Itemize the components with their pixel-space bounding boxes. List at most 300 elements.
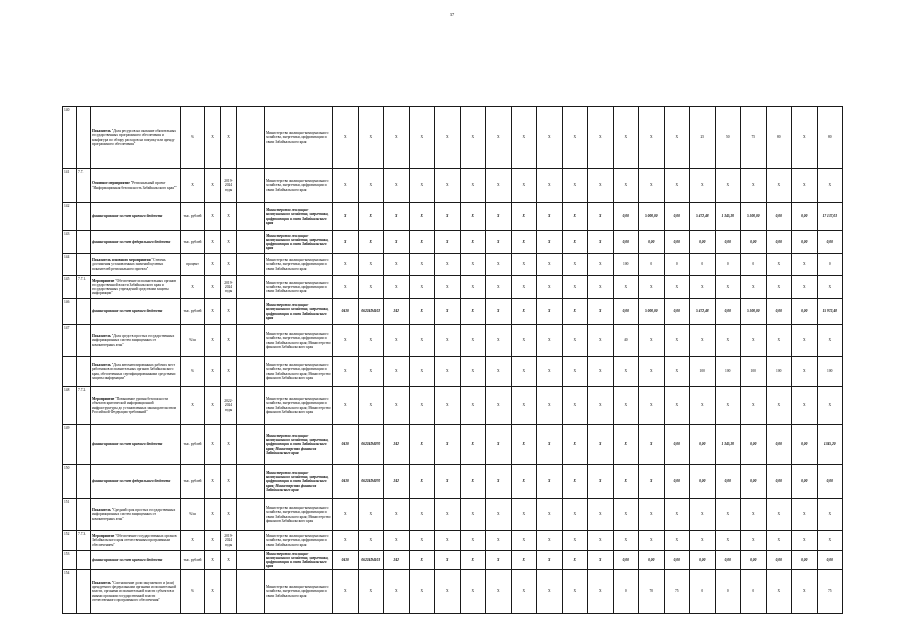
row-value-cell: X	[460, 465, 486, 499]
row-value-cell: X	[639, 425, 665, 465]
row-reference	[77, 254, 91, 276]
row-value-cell: 0,00	[690, 465, 716, 499]
row-value-cell: X	[792, 357, 818, 387]
row-value-cell: X	[537, 203, 563, 231]
row-col-b: X	[221, 325, 237, 357]
row-value-cell: X	[435, 531, 461, 551]
row-value-cell: 0,00	[639, 551, 665, 570]
row-number: 143	[63, 231, 77, 254]
row-title	[91, 387, 181, 425]
row-reference	[77, 231, 91, 254]
row-value-cell: 5 472,48	[690, 299, 716, 325]
row-value-cell: X	[639, 325, 665, 357]
row-value-cell: X	[409, 551, 435, 570]
row-value-cell: 0,00	[715, 299, 741, 325]
row-value-cell: X	[664, 499, 690, 531]
row-value-cell: X	[792, 531, 818, 551]
row-value-cell: X	[486, 551, 512, 570]
row-value-cell: X	[409, 465, 435, 499]
row-value-cell: 0,00	[766, 425, 792, 465]
row-reference	[77, 299, 91, 325]
row-value-cell: 06224D4102	[358, 299, 384, 325]
row-unit: тыс. рублей	[181, 203, 205, 231]
row-value-cell: X	[435, 325, 461, 357]
row-value-cell: X	[511, 325, 537, 357]
row-number: 147	[63, 325, 77, 357]
table-row	[63, 107, 843, 169]
title-segment: "Доля ресурсов на оказание обязательных государственных программного обеспечения и конфигура по обзору расходов на покупку или аренду программного обеспечения"	[92, 129, 177, 146]
row-value-cell: X	[511, 107, 537, 169]
row-value-cell: X	[460, 107, 486, 169]
row-value-cell: 0410	[333, 551, 359, 570]
row-years	[237, 231, 265, 254]
row-col-b: 2019-2024 годы	[221, 169, 237, 203]
row-value-cell: X	[333, 203, 359, 231]
row-value-cell: X	[384, 254, 410, 276]
row-value-cell: X	[460, 299, 486, 325]
row-value-cell: X	[384, 570, 410, 614]
row-title	[91, 499, 181, 531]
row-value-cell: X	[486, 499, 512, 531]
row-value-cell: X	[741, 325, 767, 357]
row-organization: Министерство жилищно-коммунального хозяйства, энергетики, цифровизации и связи Забайкальского края; Министерство финансов Забайкальского края	[265, 425, 333, 465]
row-value-cell: X	[664, 169, 690, 203]
row-number: 150	[63, 465, 77, 499]
row-value-cell: 0,00	[741, 231, 767, 254]
title-segment: Показатель	[92, 581, 111, 586]
row-value-cell: X	[435, 551, 461, 570]
row-value-cell: X	[588, 203, 614, 231]
row-col-b: X	[221, 425, 237, 465]
row-value-cell: X	[511, 387, 537, 425]
row-value-cell: 100	[690, 357, 716, 387]
row-value-cell: X	[664, 325, 690, 357]
row-value-cell: X	[562, 203, 588, 231]
row-value-cell: X	[690, 276, 716, 299]
row-value-cell: X	[511, 203, 537, 231]
row-number: 145	[63, 276, 77, 299]
row-value-cell: X	[435, 387, 461, 425]
row-value-cell: X	[435, 203, 461, 231]
title-segment: "Степень достижения установленных значений целевых показателей регионального проекта"	[92, 258, 166, 271]
row-value-cell: 06224D4070	[358, 425, 384, 465]
row-value-cell: X	[409, 425, 435, 465]
row-value-cell: X	[333, 357, 359, 387]
table-row	[63, 531, 843, 551]
row-unit: тыс. рублей	[181, 551, 205, 570]
row-title	[91, 107, 181, 169]
row-value-cell: X	[613, 169, 639, 203]
row-value-cell: 25	[690, 107, 716, 169]
title-segment: Мероприятие	[92, 278, 115, 283]
row-value-cell: 0,00	[715, 231, 741, 254]
row-value-cell: 0,00	[664, 299, 690, 325]
row-value-cell: X	[537, 276, 563, 299]
row-value-cell: X	[384, 231, 410, 254]
row-value-cell: X	[639, 357, 665, 387]
row-value-cell: X	[511, 465, 537, 499]
row-value-cell: X	[715, 531, 741, 551]
row-value-cell: X	[435, 276, 461, 299]
row-value-cell: 0,00	[613, 203, 639, 231]
page-number: 37	[449, 12, 455, 17]
row-value-cell: X	[435, 425, 461, 465]
row-unit: %	[181, 107, 205, 169]
row-reference	[77, 357, 91, 387]
row-value-cell: 5 000,00	[639, 299, 665, 325]
row-value-cell: X	[613, 425, 639, 465]
row-value-cell: X	[664, 531, 690, 551]
row-value-cell: X	[639, 107, 665, 169]
row-organization: Министерство жилищно-коммунального хозяйства, энергетики, цифровизации и связи Забайкальского края	[265, 570, 333, 614]
row-years	[237, 387, 265, 425]
row-value-cell: 75	[741, 107, 767, 169]
row-value-cell: X	[817, 169, 843, 203]
row-organization: Министерство жилищно-коммунального хозяйства, энергетики, цифровизации и связи Забайкальского края; Министерство финансов Забайкальского края	[265, 387, 333, 425]
row-value-cell: X	[384, 387, 410, 425]
row-value-cell: 0,00	[715, 551, 741, 570]
row-col-a: X	[205, 325, 221, 357]
row-title	[91, 203, 181, 231]
row-col-b: 2019-2024 годы	[221, 276, 237, 299]
row-value-cell: X	[766, 169, 792, 203]
title-segment: "Средний срок простых государственных информационных систем защищенных от компьютерных атак"	[92, 508, 176, 521]
row-value-cell: 0,00	[817, 551, 843, 570]
row-value-cell: 100	[817, 357, 843, 387]
row-title	[91, 254, 181, 276]
row-value-cell: X	[613, 499, 639, 531]
row-value-cell: 0	[715, 254, 741, 276]
table-row	[63, 387, 843, 425]
row-value-cell: X	[435, 465, 461, 499]
row-value-cell: X	[384, 107, 410, 169]
row-title	[91, 231, 181, 254]
row-reference	[77, 325, 91, 357]
row-value-cell: X	[562, 570, 588, 614]
row-value-cell: X	[562, 499, 588, 531]
row-unit: %/ш	[181, 499, 205, 531]
row-reference	[77, 465, 91, 499]
row-value-cell: 0,00	[715, 465, 741, 499]
row-value-cell: 1345,20	[817, 425, 843, 465]
row-value-cell: 0,00	[741, 425, 767, 465]
row-value-cell: X	[486, 387, 512, 425]
row-value-cell: 15 972,48	[817, 299, 843, 325]
row-years	[237, 499, 265, 531]
row-value-cell: X	[588, 325, 614, 357]
row-value-cell: X	[435, 299, 461, 325]
row-value-cell: X	[333, 231, 359, 254]
row-organization: Министерство жилищно-коммунального хозяйства, энергетики, цифровизации и связи Забайкальского края	[265, 254, 333, 276]
row-value-cell: 17 137,03	[817, 203, 843, 231]
row-col-a: X	[205, 465, 221, 499]
row-value-cell: X	[588, 531, 614, 551]
row-value-cell: 0,00	[766, 203, 792, 231]
row-number: 151	[63, 499, 77, 531]
title-segment: "Региональный проект "Информационная безопасность Забайкальского края""	[92, 181, 177, 190]
row-col-b: X	[221, 231, 237, 254]
row-value-cell: X	[460, 499, 486, 531]
row-title	[91, 465, 181, 499]
row-value-cell: X	[409, 203, 435, 231]
row-years	[237, 299, 265, 325]
row-value-cell: 0,00	[817, 465, 843, 499]
row-value-cell: X	[588, 425, 614, 465]
row-value-cell: X	[486, 254, 512, 276]
title-segment: Мероприятие	[92, 534, 115, 539]
row-value-cell: X	[358, 325, 384, 357]
row-value-cell: X	[562, 357, 588, 387]
row-value-cell: 5 500,00	[741, 203, 767, 231]
row-number: 140	[63, 107, 77, 169]
row-value-cell: X	[715, 325, 741, 357]
row-value-cell: X	[460, 325, 486, 357]
row-value-cell: 0,00	[664, 231, 690, 254]
row-value-cell: X	[817, 387, 843, 425]
row-value-cell: X	[741, 387, 767, 425]
row-col-a: X	[205, 231, 221, 254]
row-col-b	[221, 570, 237, 614]
row-value-cell: X	[486, 169, 512, 203]
row-value-cell: X	[511, 231, 537, 254]
row-value-cell: X	[511, 276, 537, 299]
row-value-cell: X	[486, 276, 512, 299]
row-value-cell: X	[766, 325, 792, 357]
row-value-cell: X	[562, 231, 588, 254]
row-title	[91, 325, 181, 357]
row-value-cell: X	[460, 551, 486, 570]
row-value-cell: X	[588, 231, 614, 254]
row-value-cell: 100	[715, 357, 741, 387]
row-reference: 7.7.	[77, 169, 91, 203]
row-unit: тыс. рублей	[181, 299, 205, 325]
row-value-cell: X	[358, 499, 384, 531]
row-value-cell: X	[613, 276, 639, 299]
row-value-cell: X	[537, 551, 563, 570]
row-value-cell: 242	[384, 465, 410, 499]
row-number: 142	[63, 203, 77, 231]
row-reference: 7.7.1.	[77, 276, 91, 299]
row-unit: %	[181, 570, 205, 614]
row-value-cell: X	[588, 254, 614, 276]
row-value-cell: X	[537, 499, 563, 531]
row-title	[91, 357, 181, 387]
row-value-cell: 1 345,20	[715, 425, 741, 465]
row-years	[237, 531, 265, 551]
row-value-cell: X	[537, 387, 563, 425]
row-value-cell: 80	[766, 107, 792, 169]
row-col-a: X	[205, 299, 221, 325]
row-years	[237, 570, 265, 614]
row-value-cell: X	[460, 203, 486, 231]
row-value-cell: X	[715, 276, 741, 299]
row-value-cell: X	[486, 425, 512, 465]
row-value-cell: X	[588, 357, 614, 387]
row-value-cell: 0,00	[664, 551, 690, 570]
row-value-cell: X	[792, 325, 818, 357]
row-value-cell: X	[715, 499, 741, 531]
row-title	[91, 531, 181, 551]
row-value-cell: 75	[817, 570, 843, 614]
row-value-cell: X	[792, 570, 818, 614]
row-value-cell: X	[435, 254, 461, 276]
row-col-a: X	[205, 276, 221, 299]
row-value-cell: X	[333, 276, 359, 299]
row-number	[63, 357, 77, 387]
row-value-cell: X	[817, 325, 843, 357]
row-value-cell: X	[486, 107, 512, 169]
row-value-cell: X	[486, 465, 512, 499]
row-value-cell: X	[511, 254, 537, 276]
row-value-cell: 0,00	[664, 203, 690, 231]
row-value-cell: X	[741, 531, 767, 551]
row-value-cell: 0,00	[766, 299, 792, 325]
row-value-cell: X	[409, 254, 435, 276]
row-value-cell: X	[562, 551, 588, 570]
row-value-cell: X	[766, 276, 792, 299]
row-value-cell: X	[358, 169, 384, 203]
title-segment: "Обеспечение государственных органов Забайкальского края отечественным программным обеспечением"	[92, 534, 177, 547]
row-value-cell: X	[639, 531, 665, 551]
row-unit: %	[181, 357, 205, 387]
row-value-cell: X	[690, 325, 716, 357]
row-value-cell: 0,00	[613, 299, 639, 325]
row-value-cell: X	[511, 299, 537, 325]
row-value-cell: X	[588, 465, 614, 499]
title-segment: "Доля автоматизированных рабочих мест работников исполнительных органов Забайкальского края, обеспеченных сертифицированными средствами защиты информации"	[92, 363, 176, 380]
row-value-cell: X	[384, 169, 410, 203]
row-value-cell: X	[613, 387, 639, 425]
row-value-cell: 0,00	[817, 231, 843, 254]
row-organization: Министерство жилищно-коммунального хозяйства, энергетики, цифровизации и связи Забайкальского края; Министерство финансов Забайкальского края	[265, 499, 333, 531]
row-years	[237, 551, 265, 570]
row-value-cell: X	[562, 325, 588, 357]
row-value-cell: X	[358, 387, 384, 425]
row-value-cell: X	[588, 169, 614, 203]
row-unit: тыс. рублей	[181, 231, 205, 254]
row-value-cell: X	[537, 531, 563, 551]
row-years	[237, 107, 265, 169]
row-value-cell: 0,00	[664, 425, 690, 465]
row-value-cell: 242	[384, 551, 410, 570]
row-reference	[77, 551, 91, 570]
row-value-cell: X	[537, 425, 563, 465]
row-value-cell: X	[588, 387, 614, 425]
row-value-cell: X	[562, 169, 588, 203]
row-value-cell: X	[613, 357, 639, 387]
row-value-cell: X	[664, 107, 690, 169]
row-value-cell: 242	[384, 299, 410, 325]
row-value-cell: X	[409, 325, 435, 357]
row-organization: Министерство жилищно-коммунального хозяйства, энергетики, цифровизации и связи Забайкальского края	[265, 276, 333, 299]
row-value-cell: X	[409, 387, 435, 425]
row-value-cell: 100	[741, 357, 767, 387]
row-organization: Министерство жилищно-коммунального хозяйства, энергетики, цифровизации и связи Забайкальского края	[265, 203, 333, 231]
row-value-cell: X	[409, 107, 435, 169]
row-value-cell: 0,00	[792, 203, 818, 231]
table-row	[63, 551, 843, 570]
row-value-cell: X	[766, 531, 792, 551]
row-value-cell: X	[741, 276, 767, 299]
row-col-a: X	[205, 387, 221, 425]
row-value-cell: X	[639, 169, 665, 203]
row-value-cell: X	[486, 357, 512, 387]
row-value-cell: 0,00	[766, 551, 792, 570]
row-col-b: X	[221, 299, 237, 325]
row-value-cell: X	[562, 299, 588, 325]
row-number: 148	[63, 387, 77, 425]
title-segment: финансирование за счет краевого бюджета	[92, 214, 163, 219]
row-col-a: X	[205, 357, 221, 387]
row-value-cell: X	[486, 299, 512, 325]
row-reference	[77, 203, 91, 231]
row-reference	[77, 107, 91, 169]
row-col-a: X	[205, 570, 221, 614]
row-col-a: X	[205, 499, 221, 531]
row-value-cell: X	[588, 551, 614, 570]
table-row	[63, 254, 843, 276]
row-value-cell: X	[358, 570, 384, 614]
row-value-cell: X	[766, 387, 792, 425]
row-value-cell: X	[588, 107, 614, 169]
row-value-cell: X	[384, 499, 410, 531]
table-row	[63, 276, 843, 299]
row-value-cell: 0,00	[690, 425, 716, 465]
row-title	[91, 276, 181, 299]
row-value-cell: X	[333, 499, 359, 531]
row-value-cell: X	[435, 357, 461, 387]
row-value-cell: X	[537, 254, 563, 276]
row-value-cell: 70	[639, 570, 665, 614]
row-value-cell: X	[562, 107, 588, 169]
row-value-cell: X	[537, 231, 563, 254]
row-organization: Министерство жилищно-коммунального хозяйства, энергетики, цифровизации и связи Забайкальского края; Министерство финансов Забайкальского края	[265, 325, 333, 357]
table-row	[63, 231, 843, 254]
row-value-cell: X	[511, 169, 537, 203]
row-col-b: 2022-2024 годы	[221, 387, 237, 425]
row-years	[237, 425, 265, 465]
row-value-cell: X	[460, 357, 486, 387]
row-value-cell: 0,00	[741, 465, 767, 499]
row-value-cell: X	[333, 169, 359, 203]
row-value-cell: X	[409, 357, 435, 387]
row-value-cell: X	[562, 531, 588, 551]
row-reference	[77, 570, 91, 614]
row-value-cell: 0,00	[741, 551, 767, 570]
row-value-cell: 0,00	[639, 231, 665, 254]
row-col-a: X	[205, 551, 221, 570]
row-organization: Министерство жилищно-коммунального хозяйства, энергетики, цифровизации и связи Забайкальского края	[265, 231, 333, 254]
row-value-cell: X	[537, 325, 563, 357]
row-value-cell: 06224D4070	[358, 465, 384, 499]
row-value-cell: X	[435, 169, 461, 203]
row-value-cell: X	[613, 531, 639, 551]
row-col-b: X	[221, 203, 237, 231]
table-row	[63, 203, 843, 231]
row-value-cell: X	[766, 499, 792, 531]
row-value-cell: X	[511, 425, 537, 465]
row-value-cell: X	[358, 107, 384, 169]
row-value-cell: X	[409, 231, 435, 254]
row-value-cell: X	[537, 357, 563, 387]
row-value-cell: X	[460, 570, 486, 614]
row-value-cell: X	[435, 107, 461, 169]
row-value-cell: X	[792, 276, 818, 299]
row-value-cell: X	[690, 169, 716, 203]
row-value-cell: X	[435, 499, 461, 531]
table-row	[63, 299, 843, 325]
row-value-cell: 0410	[333, 425, 359, 465]
